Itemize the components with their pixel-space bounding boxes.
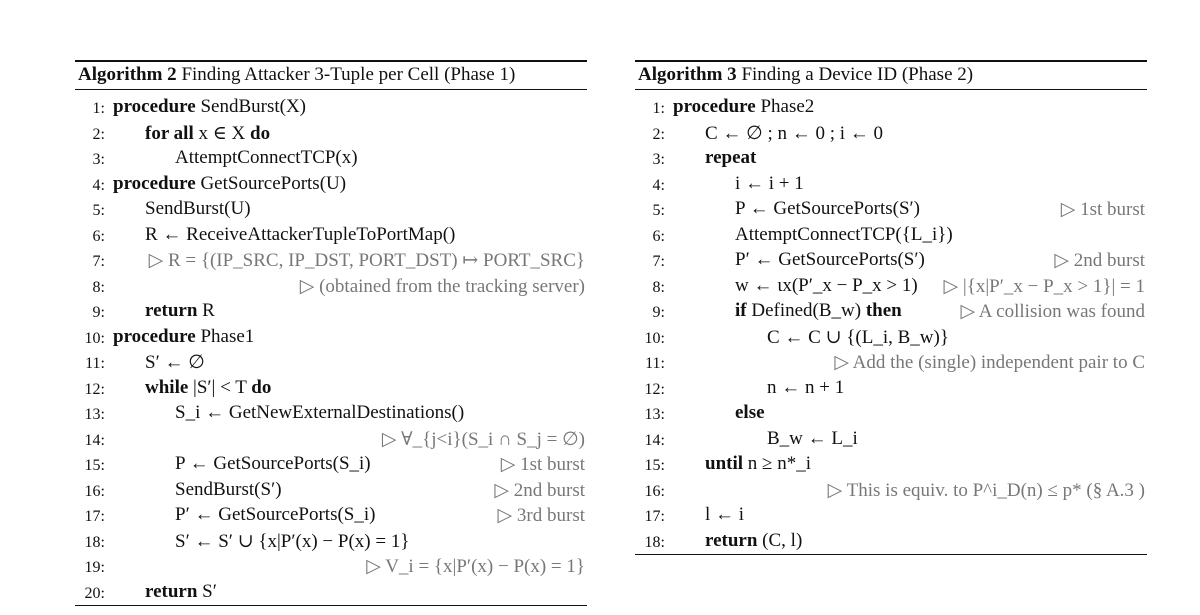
line-number: 5: — [92, 202, 105, 219]
code-text: P ← GetSourcePorts(S_i) — [175, 453, 371, 474]
code-text: l ← i — [705, 504, 745, 525]
line-number: 16: — [84, 482, 105, 500]
line-number: 6: — [652, 227, 665, 245]
code-text: P ← GetSourcePorts(S′) — [735, 198, 920, 219]
algorithm-line — [635, 325, 1147, 351]
line-number: 14: — [84, 431, 105, 449]
code-text: return (C, l) — [705, 529, 803, 551]
algorithm-line — [635, 274, 1147, 300]
code-text: S_i ← GetNewExternalDestinations() — [175, 402, 465, 423]
line-number: 1: — [92, 100, 105, 117]
code-text: SendBurst(U) — [145, 198, 251, 219]
algorithm-line — [75, 197, 587, 223]
algorithm-line — [635, 95, 1147, 121]
line-number: 11: — [85, 355, 105, 372]
line-number: 16: — [644, 482, 665, 500]
code-text: while |S′| < T do — [145, 376, 272, 398]
code-text: B_w ← L_i — [767, 427, 858, 449]
algorithm-line — [75, 376, 587, 402]
code-text: P′ ← GetSourcePorts(S_i) — [175, 504, 376, 525]
code-text: if Defined(B_w) then — [735, 300, 902, 321]
algorithm-line — [635, 121, 1147, 147]
algorithm-line — [75, 452, 587, 478]
algorithm-line — [75, 478, 587, 504]
comment-text: ▷ V_i = {x|P′(x) − P(x) = 1} — [366, 556, 585, 577]
comment-text: ▷ Add the (single) independent pair to C — [834, 352, 1145, 373]
line-number: 14: — [644, 431, 665, 449]
algorithm-3-label: Algorithm 3 — [638, 64, 737, 85]
comment-text: ▷ 1st burst — [500, 454, 585, 475]
line-number: 13: — [644, 406, 665, 423]
code-text: repeat — [705, 147, 757, 168]
code-text: S′ ← S′ ∪ {x|P′(x) − P(x) = 1} — [175, 530, 410, 552]
algorithm-2-header — [75, 62, 587, 90]
algorithm-line — [75, 350, 587, 376]
line-number: 15: — [84, 457, 105, 474]
algorithm-line — [75, 554, 587, 580]
algorithm-line — [75, 172, 587, 198]
line-number: 7: — [652, 253, 665, 270]
line-number: 7: — [92, 253, 105, 270]
algorithm-line — [635, 478, 1147, 504]
line-number: 9: — [92, 304, 105, 321]
algorithm-3-header — [635, 62, 1147, 90]
line-number: 8: — [652, 278, 665, 296]
algorithm-line — [75, 503, 587, 529]
line-number: 10: — [644, 329, 665, 347]
code-text: else — [735, 402, 765, 423]
algorithm-line — [75, 248, 587, 274]
code-text: S′ ← ∅ — [145, 352, 205, 373]
algorithm-line — [635, 401, 1147, 427]
algorithm-2-title: Finding Attacker 3-Tuple per Cell (Phase 1) — [181, 64, 516, 85]
line-number: 20: — [84, 584, 105, 602]
algorithm-line — [75, 299, 587, 325]
algorithm-line — [75, 146, 587, 172]
line-number: 10: — [84, 329, 105, 347]
algorithm-line — [75, 529, 587, 555]
line-number: 4: — [92, 176, 105, 194]
comment-text: ▷ A collision was found — [960, 301, 1145, 322]
line-number: 17: — [644, 508, 665, 525]
code-text: R ← ReceiveAttackerTupleToPortMap() — [145, 223, 456, 245]
code-text: procedure Phase2 — [673, 96, 815, 117]
line-number: 3: — [92, 151, 105, 168]
comment-text: ▷ 1st burst — [1060, 199, 1145, 220]
code-text: until n ≥ n*_i — [705, 453, 811, 474]
algorithm-3-box — [635, 60, 1147, 555]
algorithm-line — [635, 248, 1147, 274]
comment-text: ▷ |{x|P′_x − P_x > 1}| = 1 — [943, 275, 1145, 297]
algorithm-line — [635, 146, 1147, 172]
code-text: n ← n + 1 — [767, 376, 845, 398]
algorithm-line — [75, 427, 587, 453]
algorithm-line — [635, 427, 1147, 453]
code-text: procedure Phase1 — [113, 325, 255, 347]
line-number: 2: — [92, 125, 105, 143]
code-text: P′ ← GetSourcePorts(S′) — [735, 249, 925, 270]
line-number: 2: — [652, 125, 665, 143]
comment-text: ▷ ∀_{j<i}(S_i ∩ S_j = ∅) — [381, 428, 585, 450]
algorithm-line — [635, 197, 1147, 223]
comment-text: ▷ 2nd burst — [494, 479, 585, 501]
algorithm-3-body — [635, 90, 1147, 554]
code-text: AttemptConnectTCP({L_i}) — [735, 223, 953, 245]
line-number: 11: — [645, 355, 665, 372]
algorithm-2-label: Algorithm 2 — [78, 64, 177, 85]
bottom-rule — [75, 605, 587, 606]
algorithm-line — [75, 121, 587, 147]
comment-text: ▷ (obtained from the tracking server) — [299, 275, 585, 297]
code-text: C ← C ∪ {(L_i, B_w)} — [767, 326, 949, 348]
algorithm-line — [635, 299, 1147, 325]
comment-text: ▷ 2nd burst — [1054, 250, 1145, 271]
line-number: 8: — [92, 278, 105, 296]
line-number: 17: — [84, 508, 105, 525]
algorithm-3-title: Finding a Device ID (Phase 2) — [741, 64, 974, 85]
line-number: 5: — [652, 202, 665, 219]
algorithm-line — [635, 503, 1147, 529]
comment-text: ▷ R = {(IP_SRC, IP_DST, PORT_DST) ↦ PORT_SRC} — [148, 250, 585, 271]
algorithm-line — [75, 274, 587, 300]
algorithm-2-body — [75, 90, 587, 605]
code-text: procedure SendBurst(X) — [113, 96, 306, 117]
code-text: return R — [145, 300, 215, 321]
code-text: C ← ∅ ; n ← 0 ; i ← 0 — [705, 122, 884, 144]
algorithm-line — [635, 376, 1147, 402]
code-text: w ← ιx(P′_x − P_x > 1) — [735, 274, 918, 296]
algorithm-line — [635, 452, 1147, 478]
line-number: 15: — [644, 457, 665, 474]
line-number: 19: — [84, 559, 105, 576]
algorithm-line — [75, 580, 587, 606]
line-number: 1: — [652, 100, 665, 117]
algorithm-line — [75, 401, 587, 427]
line-number: 18: — [84, 533, 105, 551]
line-number: 4: — [652, 176, 665, 194]
code-text: procedure GetSourcePorts(U) — [113, 172, 347, 194]
algorithm-line — [635, 529, 1147, 555]
algorithm-line — [635, 350, 1147, 376]
algorithm-line — [635, 172, 1147, 198]
code-text: AttemptConnectTCP(x) — [175, 147, 358, 168]
line-number: 6: — [92, 227, 105, 245]
algorithm-2-box — [75, 60, 587, 606]
line-number: 12: — [644, 380, 665, 398]
algorithm-line — [75, 95, 587, 121]
bottom-rule — [635, 554, 1147, 555]
code-text: return S′ — [145, 580, 217, 602]
line-number: 12: — [84, 380, 105, 398]
code-text: i ← i + 1 — [735, 172, 804, 194]
line-number: 3: — [652, 151, 665, 168]
line-number: 9: — [652, 304, 665, 321]
line-number: 13: — [84, 406, 105, 423]
comment-text: ▷ 3rd burst — [497, 505, 585, 526]
code-text: for all x ∈ X do — [145, 122, 271, 144]
algorithm-line — [635, 223, 1147, 249]
algorithm-line — [75, 325, 587, 351]
algorithm-line — [75, 223, 587, 249]
line-number: 18: — [644, 533, 665, 551]
code-text: SendBurst(S′) — [175, 478, 282, 500]
comment-text: ▷ This is equiv. to P^i_D(n) ≤ p* (§ A.3 ) — [827, 479, 1145, 501]
